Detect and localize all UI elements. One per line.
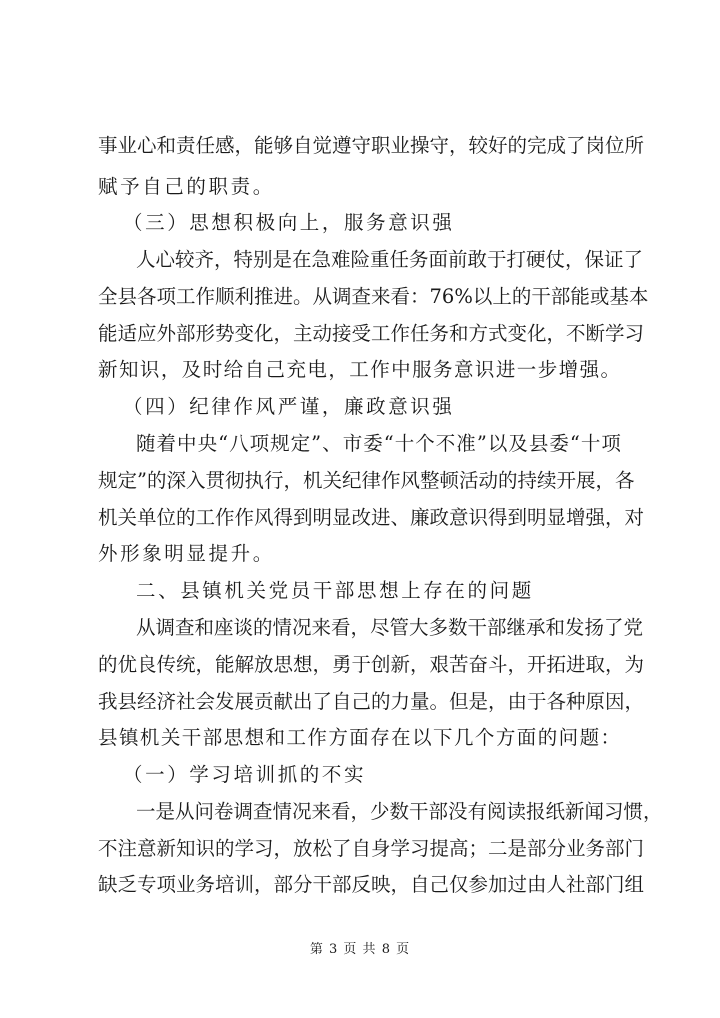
section-heading: （一）学习培训抓的不实 [123, 763, 367, 786]
paragraph-first-line: 从调查和座谈的情况来看，尽管大多数干部继承和发扬了党 [136, 616, 644, 639]
text-line: 缺乏专项业务培训，部分干部反映，自己仅参加过由人社部门组 [98, 873, 645, 896]
text-line: 赋予自己的职责。 [98, 175, 275, 198]
paragraph-first-line: 随着中央“八项规定”、市委“十个不准”以及县委“十项 [136, 432, 622, 455]
text-line: 不注意新知识的学习，放松了自身学习提高；二是部分业务部门 [98, 837, 645, 860]
paragraph-first-line: 人心较齐，特别是在急难险重任务面前敢于打硬仗，保证了 [136, 248, 644, 271]
section-heading: （三）思想积极向上，服务意识强 [123, 211, 455, 234]
text-line: 规定”的深入贯彻执行，机关纪律作风整顿活动的持续开展，各 [98, 469, 635, 492]
text-line: 的优良传统，能解放思想，勇于创新，艰苦奋斗，开拓进取，为 [98, 653, 645, 676]
text-line: 全县各项工作顺利推进。从调查来看：76%以上的干部能或基本 [98, 285, 649, 308]
text-line: 机关单位的工作作风得到明显改进、廉政意识得到明显增强，对 [98, 506, 645, 529]
text-line: 新知识，及时给自己充电，工作中服务意识进一步增强。 [98, 358, 622, 381]
text-line: 事业心和责任感，能够自觉遵守职业操守，较好的完成了岗位所 [98, 134, 645, 157]
text-line: 县镇机关干部思想和工作方面存在以下几个方面的问题： [98, 726, 622, 749]
page-footer: 第 3 页 共 8 页 [309, 942, 411, 957]
paragraph-first-line: 一是从问卷调查情况来看，少数干部没有阅读报纸新闻习惯， [136, 800, 663, 823]
chapter-heading: 二、县镇机关党员干部思想上存在的问题 [136, 579, 534, 602]
text-line: 外形象明显提升。 [98, 542, 275, 565]
text-line: 我县经济社会发展贡献出了自己的力量。但是，由于各种原因， [98, 690, 645, 713]
section-heading: （四）纪律作风严谨，廉政意识强 [123, 395, 455, 418]
text-line: 能适应外部形势变化，主动接受工作任务和方式变化，不断学习 [98, 322, 645, 345]
